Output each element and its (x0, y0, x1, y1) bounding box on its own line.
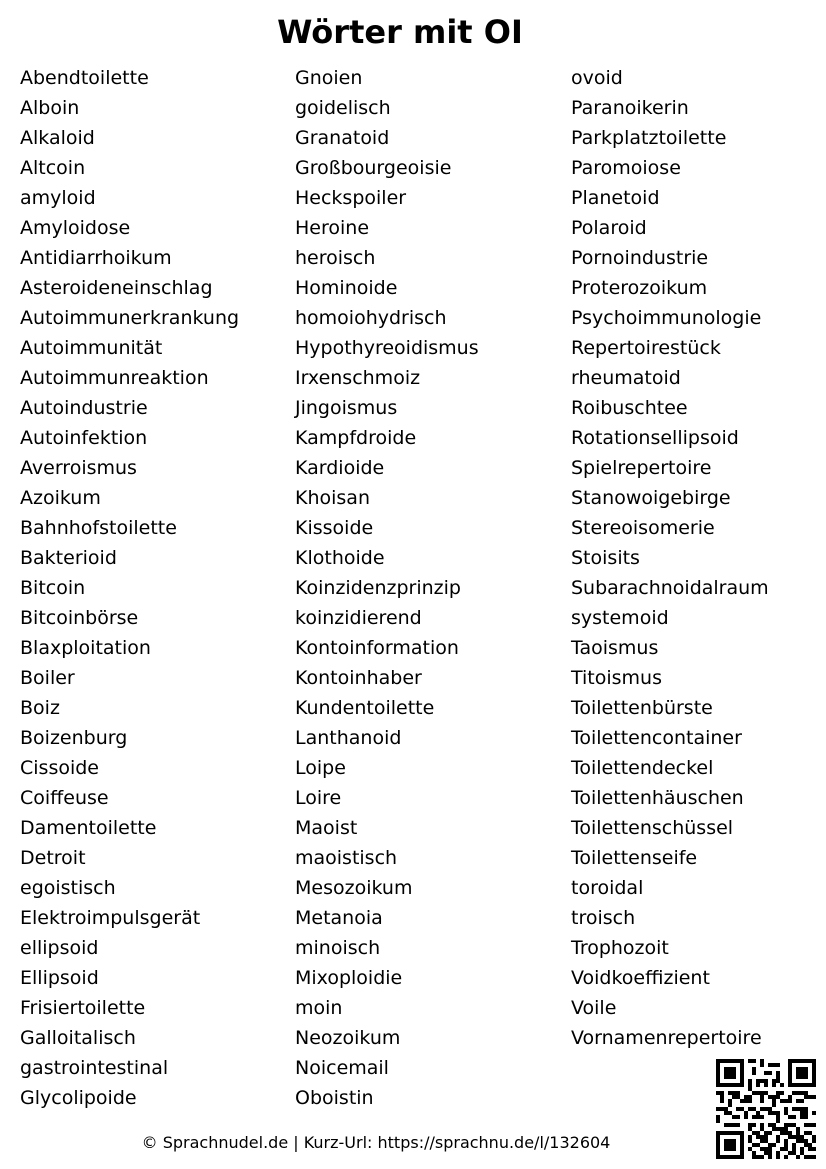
word-item: goidelisch (295, 97, 391, 119)
word-item: Azoikum (20, 487, 101, 509)
word-item: rheumatoid (571, 367, 681, 389)
word-item: Autoinfektion (20, 427, 148, 449)
word-item: Taoismus (571, 637, 659, 659)
word-item: Noicemail (295, 1057, 389, 1079)
word-item: Kundentoilette (295, 697, 435, 719)
word-item: Ellipsoid (20, 967, 99, 989)
word-item: Averroismus (20, 457, 137, 479)
word-item: heroisch (295, 247, 376, 269)
word-item: Subarachnoidalraum (571, 577, 769, 599)
word-item: Koinzidenzprinzip (295, 577, 461, 599)
word-item: Titoismus (571, 667, 663, 689)
word-item: Frisiertoilette (20, 997, 146, 1019)
word-item: Voile (571, 997, 617, 1019)
word-item: Autoimmunität (20, 337, 163, 359)
word-item: Cissoide (20, 757, 99, 779)
word-item: Alkaloid (20, 127, 95, 149)
word-column-2 (295, 63, 479, 1113)
word-item: Planetoid (571, 187, 660, 209)
word-item: Stanowoigebirge (571, 487, 731, 509)
word-item: Granatoid (295, 127, 390, 149)
word-item: amyloid (20, 187, 96, 209)
word-item: Altcoin (20, 157, 86, 179)
word-item: Asteroideneinschlag (20, 277, 213, 299)
word-item: Toilettenbürste (571, 697, 713, 719)
word-item: Amyloidose (20, 217, 131, 239)
word-item: Kontoinhaber (295, 667, 422, 689)
word-item: Kontoinformation (295, 637, 459, 659)
word-item: Toilettenschüssel (571, 817, 734, 839)
word-item: Parkplatztoilette (571, 127, 727, 149)
word-item: Boiz (20, 697, 60, 719)
word-item: Spielrepertoire (571, 457, 712, 479)
word-item: Mixoploidie (295, 967, 403, 989)
word-item: Bakterioid (20, 547, 117, 569)
word-item: Oboistin (295, 1087, 374, 1109)
word-item: Stoisits (571, 547, 640, 569)
word-item: Toilettencontainer (571, 727, 742, 749)
word-item: moin (295, 997, 343, 1019)
word-item: Autoimmunerkrankung (20, 307, 240, 329)
word-item: Abendtoilette (20, 67, 149, 89)
word-item: Toilettenhäuschen (571, 787, 744, 809)
word-item: Boizenburg (20, 727, 128, 749)
word-item: Galloitalisch (20, 1027, 136, 1049)
word-item: Jingoismus (295, 397, 398, 419)
word-item: Autoimmunreaktion (20, 367, 209, 389)
word-item: Metanoia (295, 907, 383, 929)
word-item: Psychoimmunologie (571, 307, 762, 329)
word-item: Hominoide (295, 277, 398, 299)
word-item: gastrointestinal (20, 1057, 169, 1079)
word-item: Hypothyreoidismus (295, 337, 479, 359)
word-item: Alboin (20, 97, 80, 119)
word-item: maoistisch (295, 847, 398, 869)
word-item: Gnoien (295, 67, 363, 89)
word-item: Elektroimpulsgerät (20, 907, 201, 929)
word-item: Polaroid (571, 217, 647, 239)
word-item: Voidkoeffizient (571, 967, 710, 989)
word-item: Klothoide (295, 547, 385, 569)
word-item: Roibuschtee (571, 397, 688, 419)
word-item: toroidal (571, 877, 644, 899)
word-item: Kampfdroide (295, 427, 417, 449)
word-item: minoisch (295, 937, 381, 959)
word-item: Antidiarrhoikum (20, 247, 172, 269)
word-item: ellipsoid (20, 937, 99, 959)
word-item: Glycolipoide (20, 1087, 137, 1109)
word-item: Bitcoinbörse (20, 607, 139, 629)
footer-copyright: © Sprachnudel.de | Kurz-Url: https://sprachnu.de/l/132604 (141, 1133, 611, 1152)
word-item: homoiohydrisch (295, 307, 447, 329)
word-item: Kissoide (295, 517, 374, 539)
page-title: Wörter mit OI (277, 13, 523, 51)
word-column-1 (20, 63, 239, 1113)
word-item: Paranoikerin (571, 97, 689, 119)
word-item: Rotationsellipsoid (571, 427, 739, 449)
word-item: Lanthanoid (295, 727, 402, 749)
word-item: Repertoirestück (571, 337, 721, 359)
word-item: Boiler (20, 667, 75, 689)
qr-code-icon (716, 1059, 816, 1159)
word-item: Toilettendeckel (571, 757, 714, 779)
word-item: ovoid (571, 67, 623, 89)
word-item: Kardioide (295, 457, 385, 479)
word-item: Maoist (295, 817, 358, 839)
word-item: Stereoisomerie (571, 517, 715, 539)
word-item: Coiffeuse (20, 787, 109, 809)
word-item: Irxenschmoiz (295, 367, 421, 389)
word-item: Trophozoit (571, 937, 669, 959)
word-item: Heroine (295, 217, 370, 239)
word-item: Mesozoikum (295, 877, 413, 899)
word-item: Pornoindustrie (571, 247, 709, 269)
word-item: systemoid (571, 607, 669, 629)
word-item: Blaxploitation (20, 637, 151, 659)
word-item: Vornamenrepertoire (571, 1027, 762, 1049)
word-item: Loipe (295, 757, 346, 779)
word-item: troisch (571, 907, 636, 929)
word-item: Paromoiose (571, 157, 681, 179)
word-item: Großbourgeoisie (295, 157, 452, 179)
word-item: Proterozoikum (571, 277, 708, 299)
word-column-3 (571, 63, 769, 1053)
word-item: Damentoilette (20, 817, 157, 839)
word-item: koinzidierend (295, 607, 422, 629)
word-item: Khoisan (295, 487, 370, 509)
word-item: egoistisch (20, 877, 116, 899)
word-item: Loire (295, 787, 342, 809)
word-item: Bitcoin (20, 577, 86, 599)
word-item: Toilettenseife (571, 847, 698, 869)
word-item: Neozoikum (295, 1027, 401, 1049)
word-item: Heckspoiler (295, 187, 407, 209)
word-item: Bahnhofstoilette (20, 517, 177, 539)
word-item: Autoindustrie (20, 397, 148, 419)
word-item: Detroit (20, 847, 86, 869)
